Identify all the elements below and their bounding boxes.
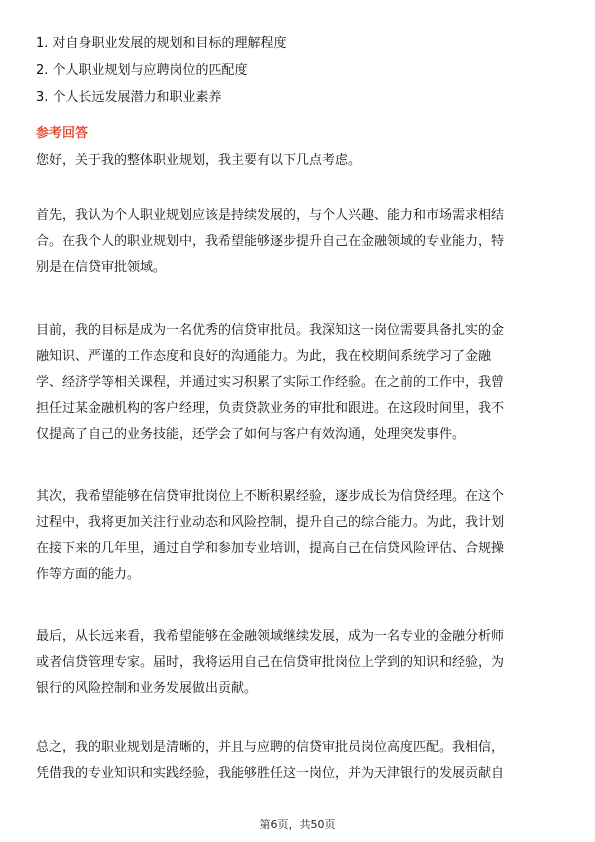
reference-answer-heading: 参考回答 — [36, 126, 89, 141]
paragraph-greeting — [36, 148, 561, 174]
paragraph-line: 担任过某金融机构的客户经理，负责贷款业务的审批和跟进。在这段时间里，我不 — [36, 401, 505, 416]
paragraph-current-goal — [36, 318, 561, 448]
list-item: 2. 个人职业规划与应聘岗位的匹配度 — [36, 63, 248, 78]
paragraph-second — [36, 484, 561, 588]
list-item: 1. 对自身职业发展的规划和目标的理解程度 — [36, 36, 287, 51]
paragraph-line: 银行的风险控制和业务发展做出贡献。 — [36, 681, 258, 696]
paragraph-line: 总之，我的职业规划是清晰的，并且与应聘的信贷审批员岗位高度匹配。我相信， — [36, 740, 505, 755]
paragraph-line: 别是在信贷审批领域。 — [36, 260, 167, 275]
paragraph-finally — [36, 624, 561, 702]
paragraph-line: 目前，我的目标是成为一名优秀的信贷审批员。我深知这一岗位需要具备扎实的金 — [36, 323, 505, 338]
paragraph-line: 凭借我的专业知识和实践经验，我能够胜任这一岗位，并为天津银行的发展贡献自 — [36, 766, 505, 781]
paragraph-line: 您好，关于我的整体职业规划，我主要有以下几点考虑。 — [36, 153, 362, 168]
paragraph-first — [36, 203, 561, 281]
paragraph-conclusion — [36, 735, 561, 787]
paragraph-line: 作等方面的能力。 — [36, 567, 141, 582]
paragraph-line: 过程中，我将更加关注行业动态和风险控制，提升自己的综合能力。为此，我计划 — [36, 515, 505, 530]
paragraph-line: 在接下来的几年里，通过自学和参加专业培训，提高自己在信贷风险评估、合规操 — [36, 541, 505, 556]
paragraph-line: 学、经济学等相关课程，并通过实习积累了实际工作经验。在之前的工作中，我曾 — [36, 375, 505, 390]
evaluation-points-list — [36, 30, 561, 111]
page-number-footer: 第6页，共50页 — [259, 818, 336, 831]
paragraph-line: 仅提高了自己的业务技能，还学会了如何与客户有效沟通，处理突发事件。 — [36, 427, 466, 442]
paragraph-line: 其次，我希望能够在信贷审批岗位上不断积累经验，逐步成长为信贷经理。在这个 — [36, 489, 505, 504]
paragraph-line: 首先，我认为个人职业规划应该是持续发展的，与个人兴趣、能力和市场需求相结 — [36, 208, 505, 223]
paragraph-line: 融知识、严谨的工作态度和良好的沟通能力。为此，我在校期间系统学习了金融 — [36, 349, 492, 364]
paragraph-line: 或者信贷管理专家。届时，我将运用自己在信贷审批岗位上学到的知识和经验，为 — [36, 655, 505, 670]
paragraph-line: 最后，从长远来看，我希望能够在金融领域继续发展，成为一名专业的金融分析师 — [36, 629, 505, 644]
paragraph-line: 合。在我个人的职业规划中，我希望能够逐步提升自己在金融领域的专业能力，特 — [36, 234, 505, 249]
list-item: 3. 个人长远发展潜力和职业素养 — [36, 90, 222, 105]
